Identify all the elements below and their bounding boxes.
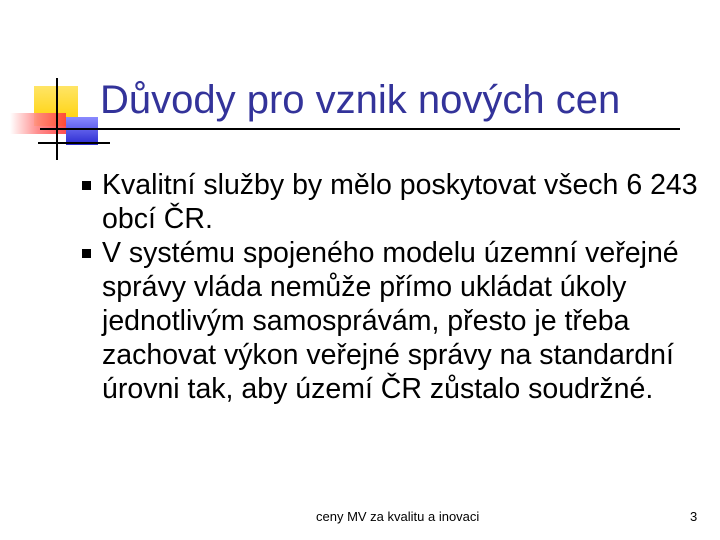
bullet-item (60, 236, 700, 406)
decorative-squares-graphic (0, 0, 110, 170)
title-divider (40, 128, 680, 130)
square-bullet-icon (82, 181, 91, 190)
bullet-text: Kvalitní služby by mělo poskytovat všech 6 243 obcí ČR. (102, 169, 698, 235)
bullet-text: V systému spojeného modelu územní veřejné správy vláda nemůže přímo ukládat úkoly jednotlivým samosprávám, přesto je třeba zachovat výkon veřejné správy na standardní úrovni tak, aby území ČR zůstalo soudržné. (102, 237, 679, 405)
square-bullet-icon (82, 249, 91, 258)
bullet-list (60, 168, 700, 406)
slide-title: Důvody pro vznik nových cen (100, 78, 621, 122)
blue-square (66, 117, 98, 145)
bullet-item (60, 168, 700, 236)
footer-text: ceny MV za kvalitu a inovaci (316, 509, 480, 524)
page-number: 3 (690, 509, 698, 524)
